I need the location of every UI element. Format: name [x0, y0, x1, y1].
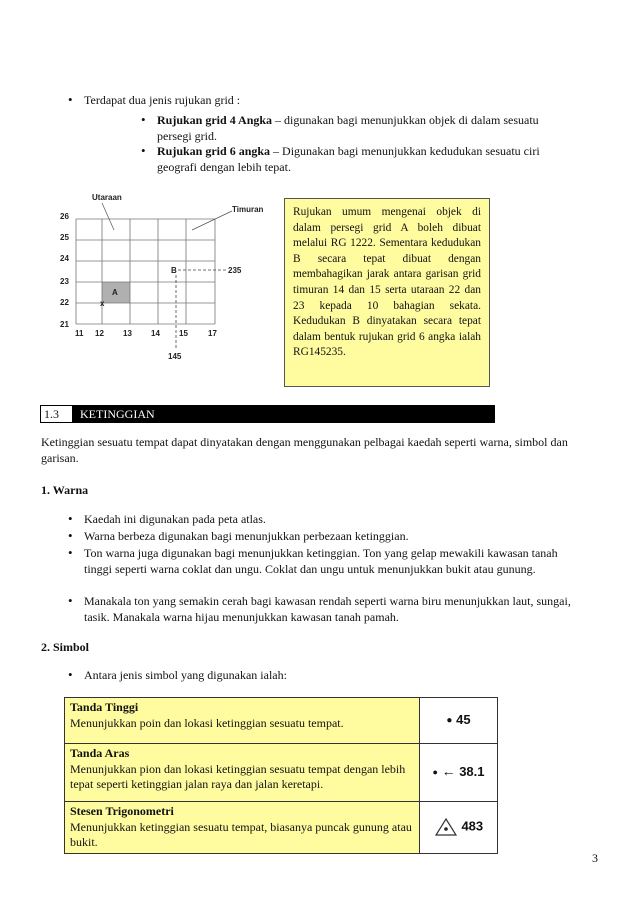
symbol-title: Stesen Trigonometri [70, 804, 174, 818]
intro-sub-term-1: Rujukan grid 4 Angka [157, 113, 273, 127]
simbol-bullet: • Antara jenis simbol yang digunakan ialah: [84, 668, 287, 684]
y-tick: 21 [60, 320, 69, 329]
label-timuran: Timuran [232, 205, 264, 214]
symbol-desc-cell [65, 802, 420, 854]
x-tick: 14 [151, 329, 160, 338]
x-tick: 13 [123, 329, 132, 338]
grid-explanation-box: Rujukan umum mengenai objek di dalam persegi grid A boleh dibuat melalui RG 1222. Sementara kedudukan B secara tepat dibuat dengan membahagikan jarak antara garisan grid timuran 14 dan 15 serta utaraan 22 dan 23 kepada 10 bahagian sekata. Kedudukan B dinyatakan secara tepat dalam bentuk rujukan grid 6 angka ialah RG145235. [284, 198, 490, 387]
warna-bullet: • Ton warna juga digunakan bagi menunjukkan ketinggian. Ton yang gelap mewakili kawasan tanah tinggi seperti warna coklat dan ungu. Coklat dan ungu untuk menunjukkan bukit atau gunung. [84, 546, 574, 577]
x-tick: 15 [179, 329, 188, 338]
symbol-desc-cell [65, 698, 420, 744]
page-number: 3 [592, 851, 598, 865]
leader-utaraan [102, 203, 114, 230]
trig-station-symbol: 483 [420, 802, 498, 854]
arrow-left-icon: ← [441, 763, 456, 780]
symbol-desc: Menunjukkan poin dan lokasi ketinggian sesuatu tempat. [70, 715, 344, 730]
dot-icon: ● [432, 767, 438, 778]
section-number: 1.3 [40, 405, 73, 423]
symbol-row [65, 802, 498, 854]
y-tick: 25 [60, 233, 69, 242]
warna-bullet: • Warna berbeza digunakan bagi menunjukkan perbezaan ketinggian. [84, 529, 599, 545]
intro-sub-bullet-2: • Rujukan grid 6 angka – Digunakan bagi menunjukkan kedudukan sesuatu ciri geografi dengan lebih tepat. [157, 144, 597, 175]
point-b-label: B [171, 266, 177, 275]
symbol-row [65, 744, 498, 802]
ref-235: 235 [228, 266, 242, 275]
leader-timuran [192, 211, 232, 230]
spot-height-symbol: ● 45 [420, 698, 498, 744]
heading-warna: 1. Warna [41, 483, 89, 497]
grid-lines [76, 219, 215, 324]
heading-simbol: 2. Simbol [41, 640, 90, 654]
y-tick: 23 [60, 277, 69, 286]
bench-mark-symbol: ● ← 38.1 [420, 744, 498, 802]
symbol-table [64, 697, 498, 854]
dot-icon: ● [446, 715, 453, 727]
x-tick: 11 [75, 329, 84, 338]
intro-sub-term-2: Rujukan grid 6 angka [157, 144, 271, 158]
point-x-mark: x [100, 299, 105, 308]
x-tick: 17 [208, 329, 217, 338]
symbol-desc: Menunjukkan pion dan lokasi ketinggian sesuatu tempat dengan lebih tepat seperti ketinggian jalan raya dan jalan keretapi. [70, 761, 406, 791]
warna-bullet: • Kaedah ini digunakan pada peta atlas. [84, 512, 599, 528]
intro-bullet: • Terdapat dua jenis rujukan grid : [84, 93, 240, 109]
y-tick: 26 [60, 212, 69, 221]
square-a-label: A [112, 288, 118, 297]
triangle-icon [434, 817, 458, 837]
symbol-desc-cell [65, 744, 420, 802]
symbol-desc: Menunjukkan ketinggian sesuatu tempat, biasanya puncak gunung atau bukit. [70, 819, 412, 849]
section-intro: Ketinggian sesuatu tempat dapat dinyatakan dengan menggunakan pelbagai kaedah seperti warna, simbol dan garisan. [41, 435, 568, 465]
grid-reference-figure [50, 185, 280, 365]
symbol-row [65, 698, 498, 744]
y-tick: 24 [60, 254, 69, 263]
section-title: KETINGGIAN [80, 407, 155, 421]
ref-145: 145 [168, 352, 182, 361]
intro-sub-bullet-1: • Rujukan grid 4 Angka – digunakan bagi menunjukkan objek di dalam sesuatu persegi grid. [157, 113, 597, 144]
x-tick: 12 [95, 329, 104, 338]
symbol-title: Tanda Tinggi [70, 700, 139, 714]
section-bar [40, 405, 495, 423]
y-tick: 22 [60, 298, 69, 307]
label-utaraan: Utaraan [92, 193, 122, 202]
symbol-title: Tanda Aras [70, 746, 130, 760]
warna-bullet: • Manakala ton yang semakin cerah bagi kawasan rendah seperti warna biru menunjukkan laut, sungai, tasik. Manakala warna hijau menunjukkan kawasan tanah pamah. [84, 594, 594, 625]
